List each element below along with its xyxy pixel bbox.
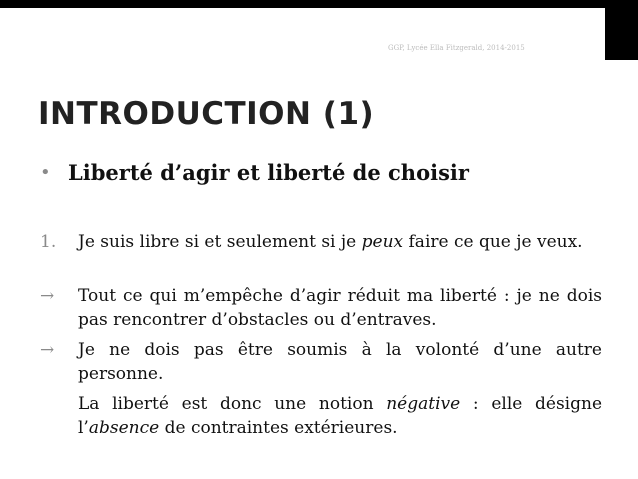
list-item-1	[40, 230, 602, 254]
arrow-right-icon: →	[40, 286, 55, 306]
top-decor-bar	[0, 0, 638, 8]
list-item-3	[40, 338, 602, 386]
list-item-text: Je ne dois pas être soumis à la volonté d’une autre personne.	[78, 340, 602, 384]
slide-subtitle: Liberté d’agir et liberté de choisir	[68, 160, 469, 185]
conclusion-paragraph	[40, 392, 602, 440]
list-item-text: Tout ce qui m’empêche d’agir réduit ma liberté : je ne dois pas rencontrer d’obstacles ou d’entraves.	[78, 286, 602, 330]
bullet-icon: •	[40, 162, 51, 183]
arrow-right-icon: →	[40, 340, 55, 360]
list-item-2	[40, 284, 602, 332]
subtitle-row	[40, 160, 469, 185]
corner-decor-block	[608, 0, 638, 60]
slide-title: INTRODUCTION (1)	[38, 96, 375, 132]
header-note: GGP, Lycée Ella Fitzgerald, 2014-2015	[388, 44, 525, 52]
list-item-text: Je suis libre si et seulement si je peux faire ce que je veux.	[78, 232, 583, 252]
list-marker-number: 1.	[40, 232, 57, 252]
conclusion-text: La liberté est donc une notion négative : elle désigne l’absence de contraintes extérieures.	[78, 394, 603, 438]
